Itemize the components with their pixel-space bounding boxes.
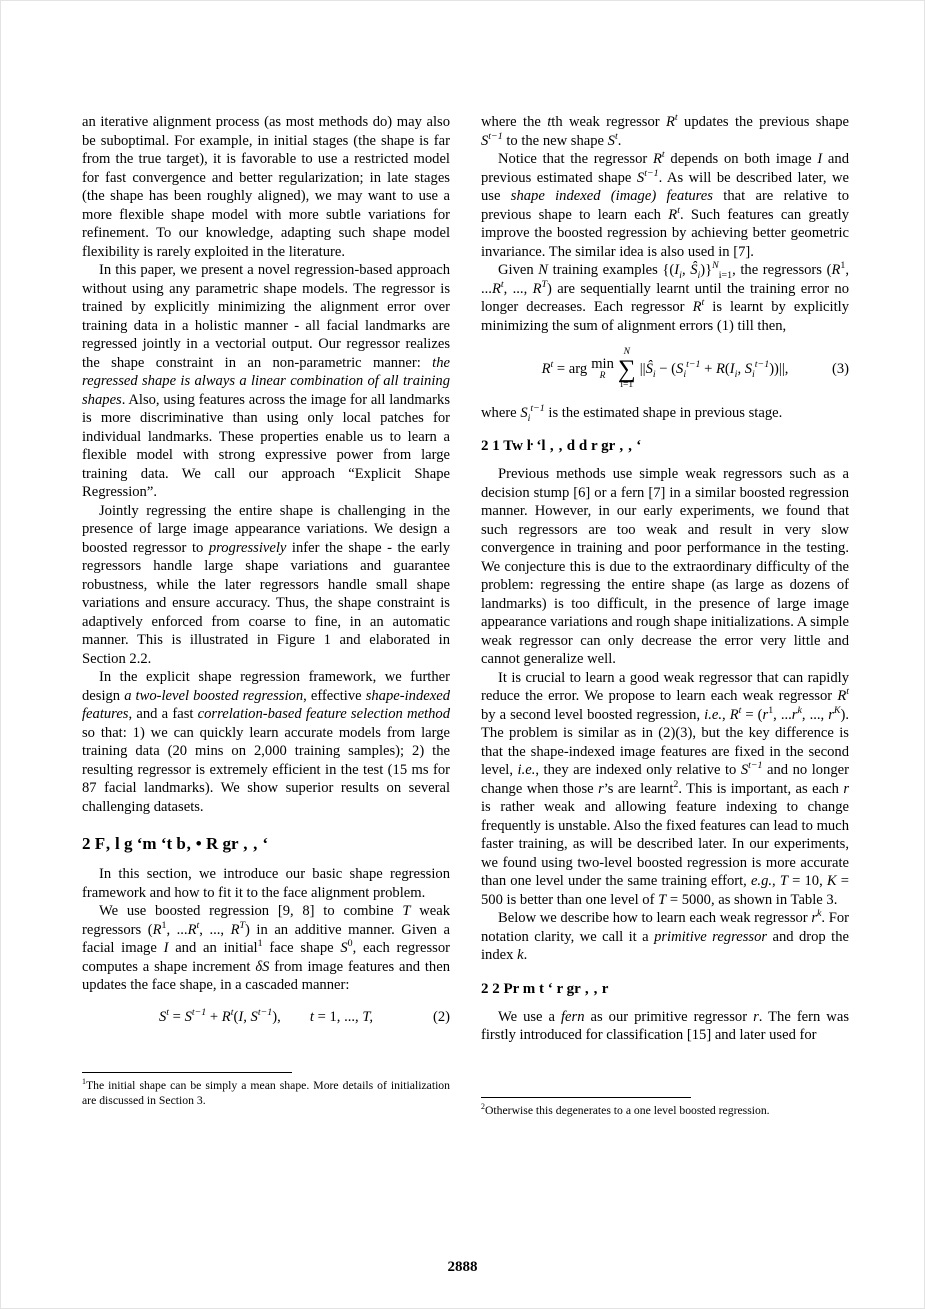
equation-2-body: $S^t = S^{t-1} + R^t(I$, $S^{t-1}$), t = 1, ..., T, xyxy=(158,1006,374,1025)
paragraph: an iterative alignment process (as most methods do) may also be suboptimal. For example, in initial stages (the shape is far from the true target), it is favorable to use a restricted model for fast convergence and better regularization; in late stages (the shape has been roughly aligned), we may want to use a more flexible shape model with more subtle variations for refinement. To our knowledge, adapting such shape model flexibility is rarely exploited in the literature. xyxy=(82,114,450,260)
equation-2-number: (2) xyxy=(432,1008,450,1025)
footnote-block-right xyxy=(481,1097,849,1119)
paragraph: Jointly regressing the entire shape is challenging in the presence of large image appearance variations. We design a boosted regressor to progressively infer the shape - the early regressors handle large shape variations and guarantee robustness, while the later regressors handle small shape variations and ensure accuracy. Thus, the shape constraint is adaptively enforced from coarse to fine, in an automatic manner. This is illustrated in Figure 1 and elaborated in Section 2.2. xyxy=(82,502,450,667)
footnote-block-left xyxy=(82,1072,450,1108)
footnote-2: $^2$Otherwise this degenerates to a one level boosted regression. xyxy=(481,1101,770,1117)
paragraph: Below we describe how to learn each weak regressor $r^k$. For notation clarity, we call it a primitive regressor and drop the index k. xyxy=(481,908,850,964)
equation-3-number: (3) xyxy=(831,361,849,378)
section-heading-2-2: 2 2 Pr m t ʻ r gr ‚ ‚ r xyxy=(481,980,609,997)
page-number: 2888 xyxy=(447,1259,478,1275)
equation-3-rhs: $||Ŝ_i - (S_i^{t-1} + R(I_i$, $S_i^{t-1}))||$, xyxy=(639,359,789,381)
footnote-1: $^1$The initial shape can be simply a mean shape. More details of initialization are discussed in Section 3. xyxy=(82,1077,450,1107)
paragraph: Given N training examples {($I_i$, $Ŝ_i)\}^N_{i=1}$, the regressors ($R^1$, $...R^t$, ..., $R^T$) are sequentially learnt until the training error no longer decreases. Each regressor $R^t$ is learnt by explicitly minimizing the sum of alignment errors (1) till then, xyxy=(481,260,850,334)
equation-3-body xyxy=(542,348,789,391)
paragraph: We use boosted regression [9, 8] to combine T weak regressors ($R^1$, $...R^t$, ..., $R^T$) in an additive manner. Given a facial image I and an initial$^1$ face shape $S^0$, each regressor computes a shape increment δS from image features and then updates the face shape, in a cascaded manner: xyxy=(82,903,451,993)
left-column xyxy=(82,113,450,1108)
footnote-separator xyxy=(481,1097,691,1098)
paragraph: In this paper, we present a novel regression-based approach without using any parametric shape models. The regressor is trained by explicitly minimizing the alignment error over training data in a holistic manner - all facial landmarks are regressed jointly in a vectorial output. Our regressor realizes the shape constraint in an non-parametric manner: the regressed shape is always a linear combination of all training shapes. Also, using features across the image for all landmarks is more discriminative than using only local patches for individual landmarks. These properties enable us to learn a flexible model with strong expressive power from large training data. We call our approach “Explicit Shape Regression”. xyxy=(82,262,450,500)
paragraph: where the tth weak regressor $R^t$ updates the previous shape $S^{t-1}$ to the new shape $S^t$. xyxy=(481,112,850,149)
sum-symbol: ∑ xyxy=(617,355,636,383)
paragraph: We use a fern as our primitive regressor r. The fern was firstly introduced for classification [15] and later used for xyxy=(481,1008,850,1044)
equation-2 xyxy=(82,1008,450,1027)
argmin-operator: min R xyxy=(591,356,614,381)
paragraph: In this section, we introduce our basic shape regression framework and how to fit it to the face alignment problem. xyxy=(82,866,450,901)
equation-3-lhs: $R^t$ = arg xyxy=(541,359,588,378)
right-column xyxy=(481,113,849,1118)
section-heading-2: 2 F‚ l g ʻm ʻt b‚ • R gr ‚ ‚ ʻ xyxy=(82,834,268,853)
equation-3 xyxy=(481,348,849,391)
paragraph: It is crucial to learn a good weak regressor that can rapidly reduce the error. We propose to learn each weak regressor $R^t$ by a second level boosted regression, i.e., $R^t = (r^1$, $...r^k$, ..., $r^K$). The problem is similar as in (2)(3), but the key difference is that the shape-indexed image features are fixed in the second level, i.e., they are indexed only relative to $S^{t-1}$ and no longer change when those r’s are learnt$^2$. This is important, as each r is rather weak and allowing feature indexing to change frequently is unstable. Also the fixed features can lead to much faster training, as will be described later. In our experiments, we found using two-level boosted regression is more accurate than one level under the same training effort, e.g., T = 10, K = 500 is better than one level of T = 5000, as shown in Table 3. xyxy=(481,669,850,908)
section-heading-2-1: 2 1 Tw ŀ ʻl ‚ ‚ d d r gr ‚ ‚ ʻ xyxy=(481,438,642,455)
paragraph: where $S_i^{t-1}$ is the estimated shape in previous stage. xyxy=(481,402,783,424)
paragraph: In the explicit shape regression framework, we further design a two-level boosted regression, effective shape-indexed features, and a fast correlation-based feature selection method so that: 1) we can quickly learn accurate models from large training data (20 mins on 2,000 training samples); 2) the resulting regressor is extremely efficient in the test (15 ms for 87 facial landmarks). We show superior results on several challenging datasets. xyxy=(82,669,450,815)
summation-operator: N ∑ i=1 xyxy=(617,347,636,391)
paragraph: Previous methods use simple weak regressors such as a decision stump [6] or a fern [7] in a similar boosted regression manner. However, in our early experiments, we found that such regressors are too weak and result in very slow convergence in training and poor performance in the testing. We conjecture this is due to the extraordinary difficulty of the problem: regressing the entire shape (as large as dozens of landmarks) is too difficult, in the presence of large image appearance variations and rough shape initializations. A simple weak regressor can only decrease the error very little and cannot generalize well. xyxy=(481,466,849,668)
paragraph: Notice that the regressor $R^t$ depends on both image I and previous estimated shape $S^{t-1}$. As will be described later, we use shape indexed (image) features that are relative to previous shape to learn each $R^t$. Such features can greatly improve the boosted regression by achieving better geometric invariance. The similar idea is also used in [7]. xyxy=(481,149,849,260)
footnote-separator xyxy=(82,1072,292,1073)
